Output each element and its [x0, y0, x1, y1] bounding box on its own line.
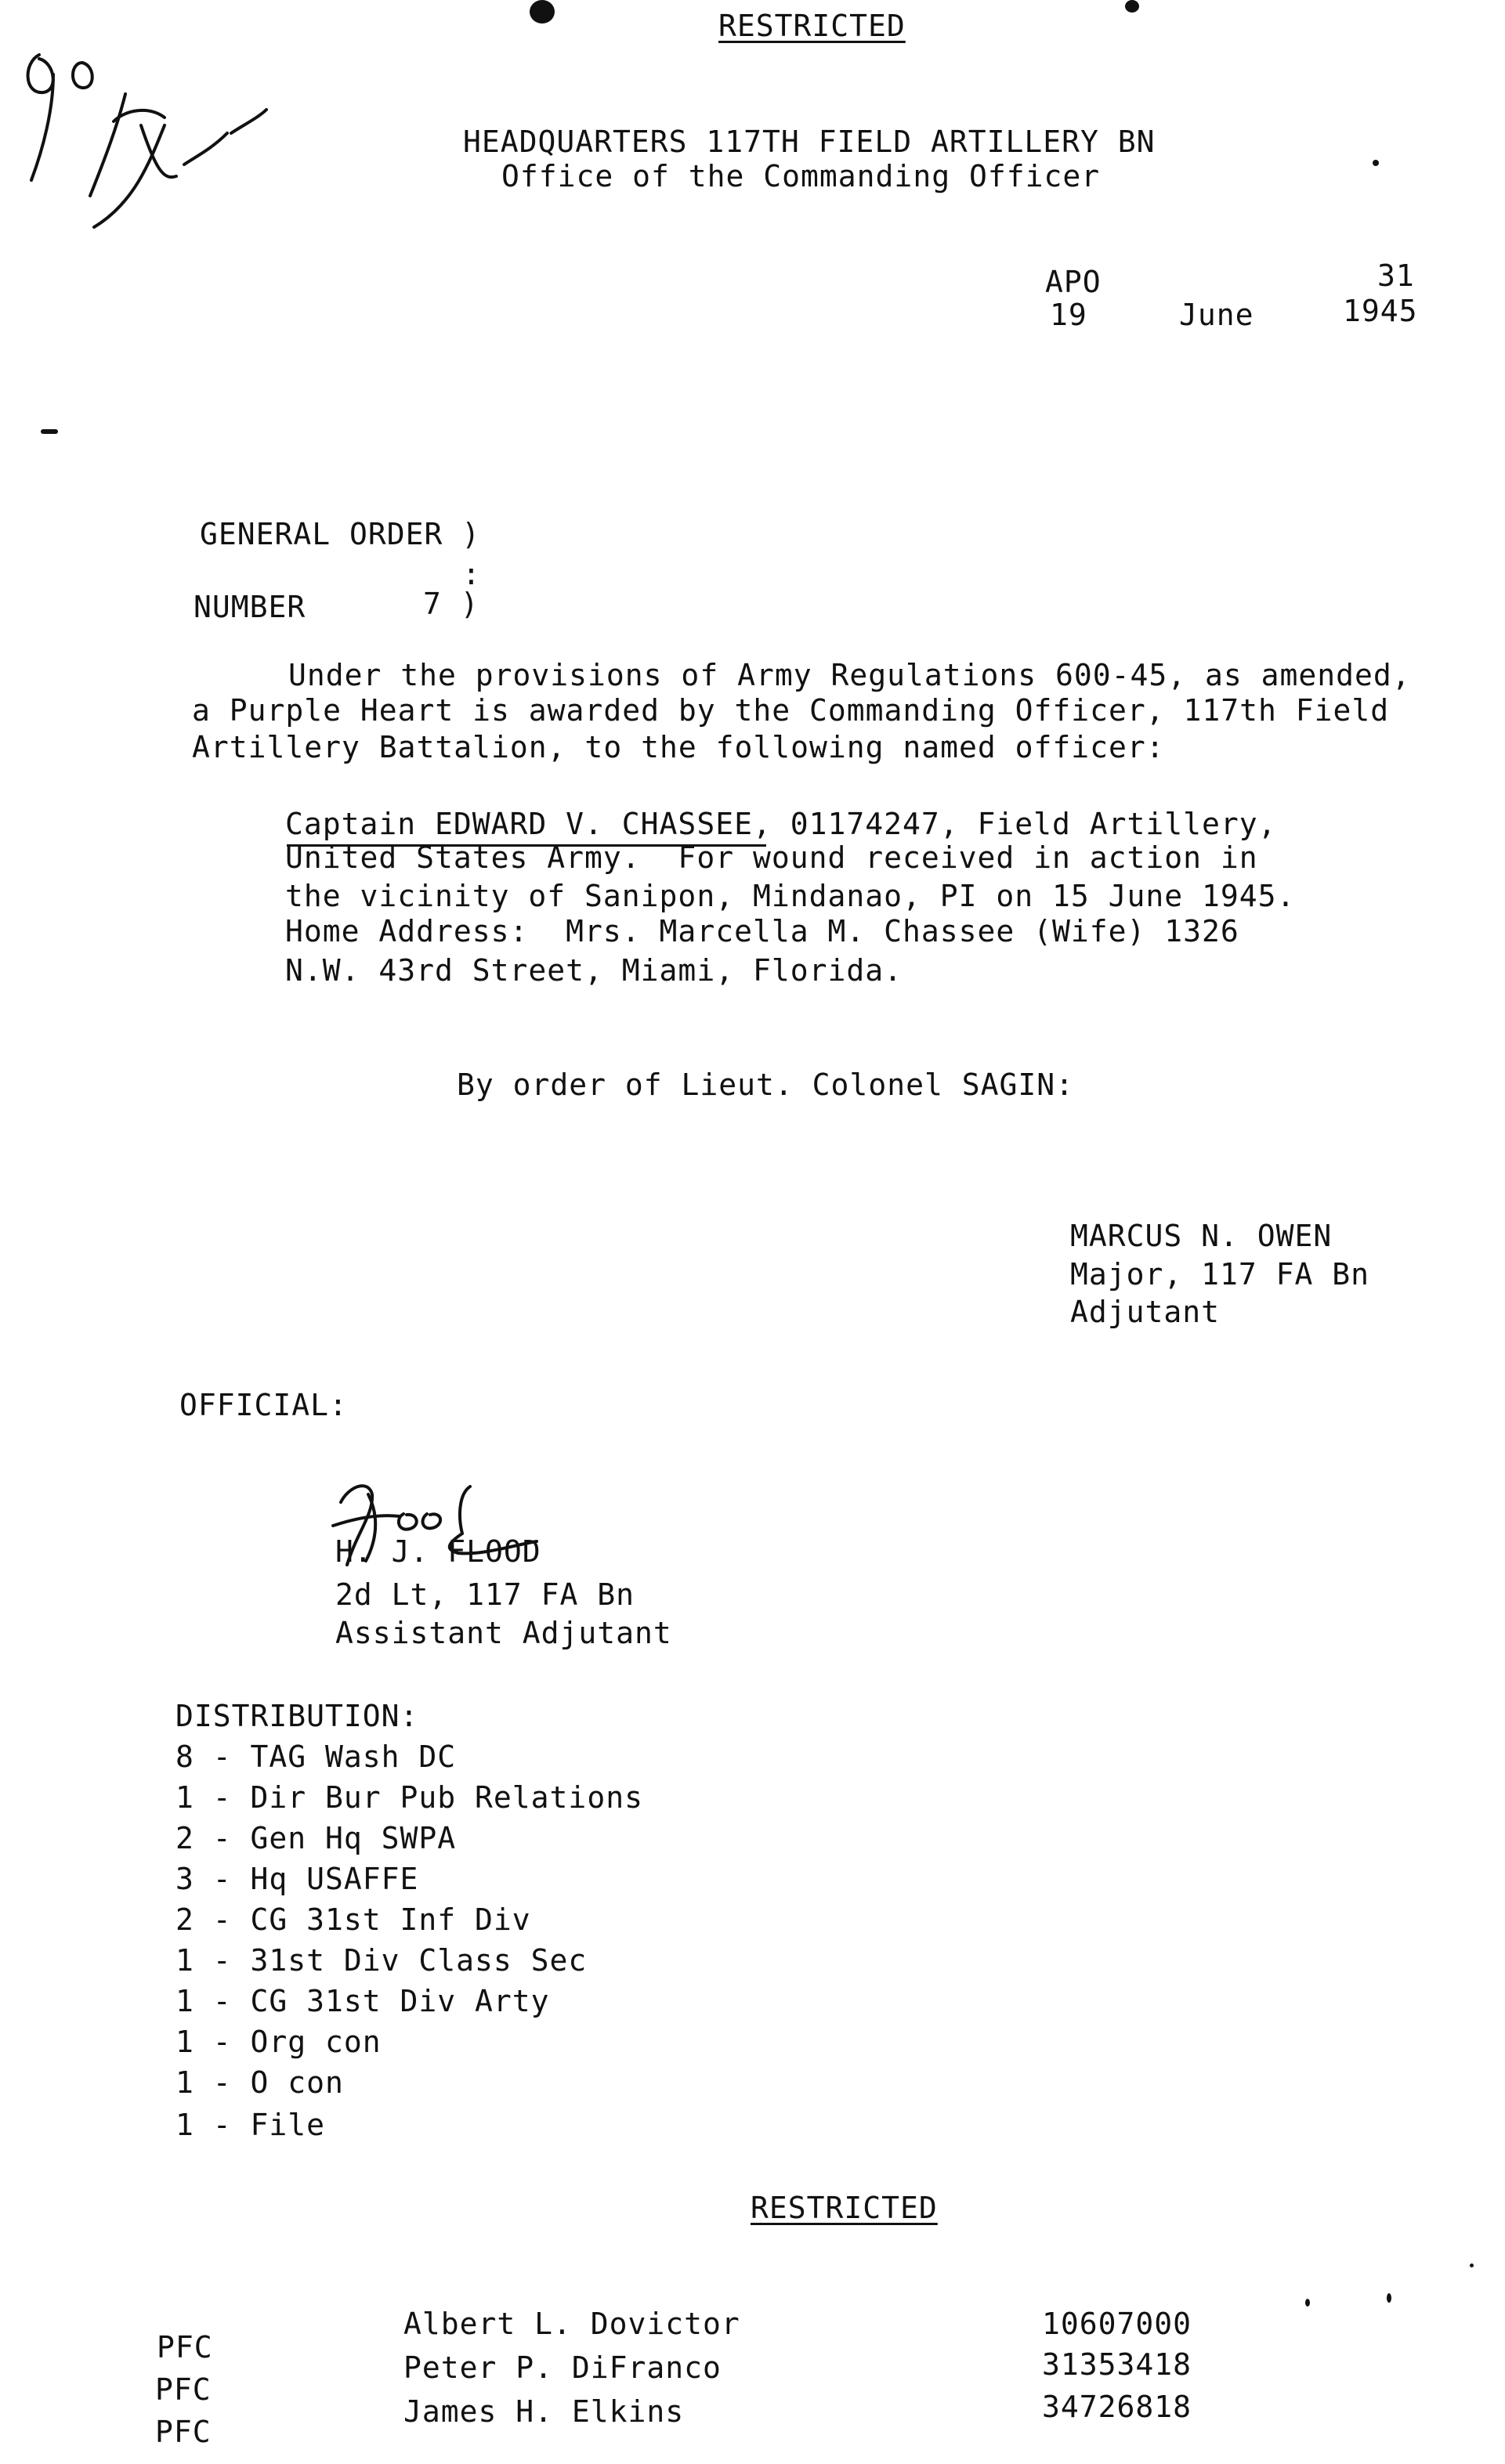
order-colon: : — [462, 557, 481, 591]
roster-serial: 10607000 — [1042, 2307, 1192, 2341]
apo-label: APO — [1045, 265, 1102, 299]
distribution-item: 1 - CG 31st Div Arty — [175, 1984, 550, 2018]
date-month: June — [1179, 298, 1254, 332]
roster-serial: 31353418 — [1042, 2347, 1192, 2382]
distribution-item: 3 - Hq USAFFE — [175, 1862, 419, 1896]
roster-rank: PFC — [155, 2372, 212, 2407]
distribution-item: 8 - TAG Wash DC — [175, 1740, 457, 1774]
award-line4: Home Address: Mrs. Marcella M. Chassee (Wife) 1326 — [285, 914, 1239, 948]
distribution-item: 1 - O con — [175, 2065, 344, 2100]
margin-note — [8, 31, 274, 235]
official-title: Assistant Adjutant — [335, 1616, 672, 1650]
date-year: 1945 — [1343, 294, 1418, 328]
signatory-rank: Major, 117 FA Bn — [1070, 1257, 1370, 1292]
roster-name: James H. Elkins — [403, 2394, 685, 2429]
number-value: 7 ) — [423, 587, 479, 621]
award-line1: Captain EDWARD V. CHASSEE, 01174247, Field Artillery, — [285, 807, 1277, 841]
official-name: H. J. FLOOD — [335, 1534, 541, 1569]
official-rank: 2d Lt, 117 FA Bn — [335, 1577, 635, 1612]
distribution-item: 2 - CG 31st Inf Div — [175, 1902, 531, 1937]
roster-name: Peter P. DiFranco — [403, 2350, 722, 2385]
office-heading: Office of the Commanding Officer — [501, 159, 1101, 193]
general-order-label: GENERAL ORDER ) — [200, 517, 481, 551]
number-label: NUMBER — [194, 590, 306, 624]
speck-bottom-1 — [1305, 2299, 1310, 2307]
unit-heading: HEADQUARTERS 117TH FIELD ARTILLERY BN — [463, 125, 1156, 159]
roster-serial: 34726818 — [1042, 2390, 1192, 2424]
restricted-top: RESTRICTED — [718, 9, 906, 43]
speck-right — [1373, 160, 1379, 166]
official-label: OFFICIAL: — [179, 1388, 348, 1422]
ink-blot-right — [1125, 0, 1139, 13]
distribution-item: 2 - Gen Hq SWPA — [175, 1821, 457, 1855]
signatory-title: Adjutant — [1070, 1295, 1221, 1329]
distribution-item: 1 - 31st Div Class Sec — [175, 1943, 588, 1978]
ink-blot-left — [530, 0, 555, 23]
roster-name: Albert L. Dovictor — [403, 2307, 740, 2341]
award-line3: the vicinity of Sanipon, Mindanao, PI on 15 June 1945. — [285, 879, 1296, 913]
speck-bottom-2 — [1387, 2293, 1391, 2303]
award-line2: United States Army. For wound received in action in — [285, 840, 1258, 875]
distribution-item: 1 - File — [175, 2108, 326, 2142]
speck-left-margin — [41, 429, 58, 434]
restricted-bottom: RESTRICTED — [751, 2191, 938, 2225]
apo-number: 31 — [1377, 258, 1415, 293]
para1-line1: Under the provisions of Army Regulations 600-45, as amended, — [288, 658, 1411, 692]
para1-line2: a Purple Heart is awarded by the Commanding Officer, 117th Field — [192, 693, 1390, 728]
para1-line3: Artillery Battalion, to the following named officer: — [192, 730, 1165, 764]
signatory-name: MARCUS N. OWEN — [1070, 1219, 1333, 1253]
roster-rank: PFC — [155, 2415, 212, 2449]
by-order-line: By order of Lieut. Colonel SAGIN: — [457, 1068, 1074, 1102]
margin-note-text: 90 Jw — [8, 31, 11, 32]
award-line5: N.W. 43rd Street, Miami, Florida. — [285, 953, 903, 988]
speck-bottom-3 — [1470, 2263, 1474, 2267]
distribution-item: 1 - Dir Bur Pub Relations — [175, 1780, 643, 1815]
roster-rank: PFC — [157, 2330, 213, 2365]
distribution-label: DISTRIBUTION: — [175, 1699, 419, 1733]
distribution-item: 1 - Org con — [175, 2025, 382, 2059]
date-day: 19 — [1050, 298, 1087, 332]
